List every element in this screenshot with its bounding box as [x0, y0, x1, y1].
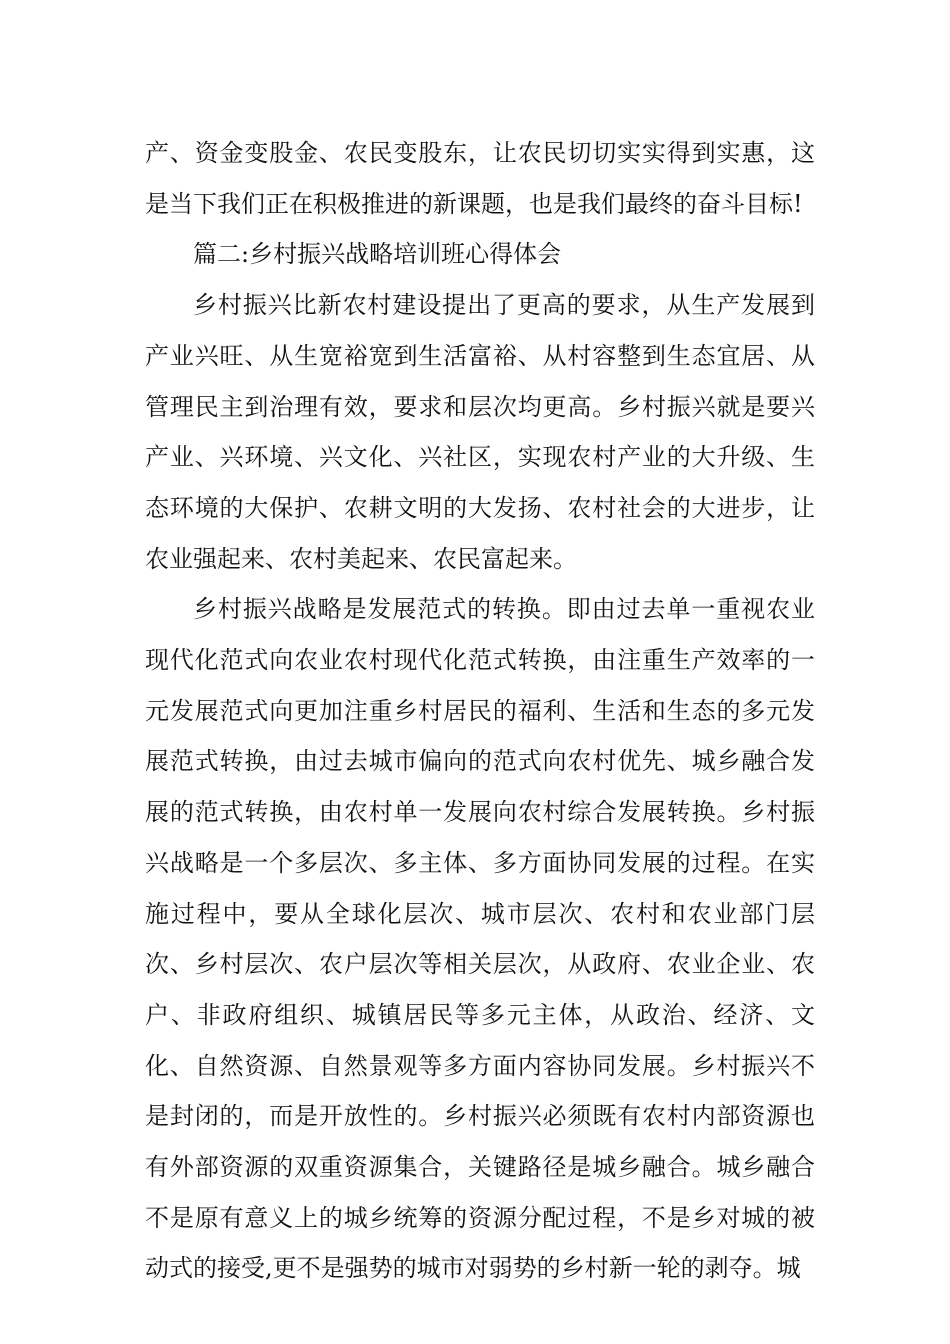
paragraph: 乡村振兴战略是发展范式的转换。即由过去单一重视农业现代化范式向农业农村现代化范式转换，由注重生产效率的一元发展范式向更加注重乡村居民的福利、生活和生态的多元发展范式转换，由过去城市偏向的范式向农村优先、城乡融合发展的范式转换，由农村单一发展向农村综合发展转换。乡村振兴战略是一个多层次、多主体、多方面协同发展的过程。在实施过程中，要从全球化层次、城市层次、农村和农业部门层次、乡村层次、农户层次等相关层次，从政府、农业企业、农户、非政府组织、城镇居民等多元主体，从政治、经济、文化、自然资源、自然景观等多方面内容协同发展。乡村振兴不是封闭的，而是开放性的。乡村振兴必须既有农村内部资源也有外部资源的双重资源集合，关键路径是城乡融合。城乡融合不是原有意义上的城乡统筹的资源分配过程，不是乡对城的被动式的接受,更不是强势的城市对弱势的乡村新一轮的剥夺。城	[145, 595, 815, 1283]
document-body	[145, 128, 815, 1294]
paragraph: 乡村振兴比新农村建设提出了更高的要求，从生产发展到产业兴旺、从生宽裕宽到生活富裕、从村容整到生态宜居、从管理民主到治理有效，要求和层次均更高。乡村振兴就是要兴产业、兴环境、兴文化、兴社区，实现农村产业的大升级、生态环境的大保护、农耕文明的大发扬、农村社会的大进步，让农业强起来、农村美起来、农民富起来。	[145, 291, 815, 573]
paragraph-continuation: 产、资金变股金、农民变股东，让农民切切实实得到实惠，这是当下我们正在积极推进的新课题，也是我们最终的奋斗目标!	[145, 139, 815, 218]
section-heading: 篇二:乡村振兴战略培训班心得体会	[193, 240, 562, 269]
